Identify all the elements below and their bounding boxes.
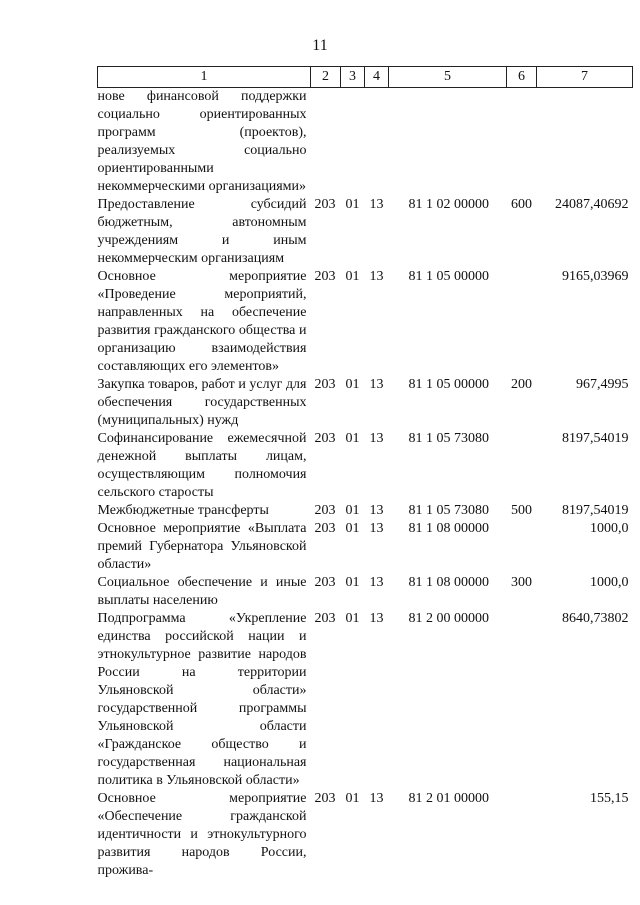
- header-cell-name: 1: [98, 67, 311, 88]
- row-target-article: 81 1 05 00000: [408, 269, 489, 284]
- row-amount: 8640,73802: [562, 611, 629, 626]
- table-header: [98, 67, 633, 88]
- row-admin-code: 203: [314, 269, 336, 284]
- budget-table: [97, 66, 633, 880]
- row-name: Софинансирование ежемесячной денежной выплаты лицам, осуществляющим полномочия сельского старосты: [97, 431, 307, 500]
- row-subsection-code: 13: [369, 791, 384, 806]
- table-row: [98, 268, 633, 376]
- row-section-code: 01: [345, 791, 360, 806]
- row-name: Подпрограмма «Укрепление единства российской нации и этнокультурное развитие народов России на территории Ульяновской области» государственной программы Ульяновской области «Гражданское общество и государственная национальная политика в Ульяновской области»: [97, 611, 307, 788]
- row-target-article: 81 1 02 00000: [408, 197, 489, 212]
- row-subsection-code: 13: [369, 503, 384, 518]
- row-section-code: 01: [345, 521, 360, 536]
- row-name: Межбюджетные трансферты: [97, 503, 269, 518]
- table-row: [98, 430, 633, 502]
- row-section-code: 01: [345, 269, 360, 284]
- header-cell-vr: 6: [507, 67, 537, 88]
- header-cell-csr: 5: [389, 67, 507, 88]
- row-subsection-code: 13: [369, 521, 384, 536]
- row-amount: 1000,0: [590, 575, 629, 590]
- row-expense-type: 300: [511, 575, 532, 590]
- row-expense-type: [507, 610, 537, 790]
- row-admin-code: 203: [314, 197, 336, 212]
- row-section-code: 01: [345, 431, 360, 446]
- table-row: [98, 88, 633, 197]
- row-admin-code: 203: [314, 377, 336, 392]
- row-target-article: 81 1 08 00000: [408, 521, 489, 536]
- table-row: [98, 502, 633, 520]
- table-row: [98, 790, 633, 880]
- header-cell-subsection: 4: [365, 67, 389, 88]
- row-admin-code: 203: [314, 611, 336, 626]
- row-amount: 8197,54019: [562, 431, 629, 446]
- row-admin-code: 203: [314, 431, 336, 446]
- row-expense-type: 200: [511, 377, 532, 392]
- row-section-code: 01: [345, 197, 360, 212]
- table-row: [98, 376, 633, 430]
- row-expense-type: 500: [511, 503, 532, 518]
- row-amount: 155,15: [590, 791, 629, 806]
- row-expense-type: [507, 790, 537, 880]
- row-target-article: [389, 88, 507, 197]
- row-name: Социальное обеспечение и иные выплаты населению: [97, 575, 307, 608]
- row-subsection-code: 13: [369, 611, 384, 626]
- row-target-article: 81 1 08 00000: [408, 575, 489, 590]
- row-expense-type: 600: [511, 197, 532, 212]
- row-expense-type: [507, 268, 537, 376]
- header-row: [98, 67, 633, 88]
- row-section-code: 01: [345, 377, 360, 392]
- row-subsection-code: 13: [369, 197, 384, 212]
- row-admin-code: 203: [314, 521, 336, 536]
- row-amount: [537, 88, 633, 197]
- row-name: Предоставление субсидий бюджетным, автономным учреждениям и иным некоммерческим организациям: [97, 197, 307, 266]
- row-expense-type: [507, 88, 537, 197]
- row-expense-type: [507, 430, 537, 502]
- row-name: Основное мероприятие «Выплата премий Губернатора Ульяновской области»: [97, 521, 307, 572]
- row-subsection-code: 13: [369, 431, 384, 446]
- row-subsection-code: [365, 88, 389, 197]
- row-target-article: 81 2 00 00000: [408, 611, 489, 626]
- page-number: 11: [312, 37, 328, 54]
- row-subsection-code: 13: [369, 269, 384, 284]
- table-row: [98, 520, 633, 574]
- row-admin-code: [311, 88, 341, 197]
- table-row: [98, 196, 633, 268]
- row-section-code: 01: [345, 575, 360, 590]
- row-name: Основное мероприятие «Обеспечение гражданской идентичности и этнокультурного развития народов России, прожива-: [97, 791, 307, 878]
- row-name: нове финансовой поддержки социально ориентированных программ (проектов), реализуемых социально ориентированными некоммерческими организациями»: [97, 89, 307, 194]
- row-subsection-code: 13: [369, 377, 384, 392]
- row-amount: 1000,0: [590, 521, 629, 536]
- row-target-article: 81 2 01 00000: [408, 791, 489, 806]
- row-section-code: 01: [345, 611, 360, 626]
- row-admin-code: 203: [314, 503, 336, 518]
- table-row: [98, 574, 633, 610]
- row-section-code: [341, 88, 365, 197]
- row-admin-code: 203: [314, 791, 336, 806]
- header-cell-section: 3: [341, 67, 365, 88]
- row-amount: 9165,03969: [562, 269, 629, 284]
- row-target-article: 81 1 05 00000: [408, 377, 489, 392]
- row-subsection-code: 13: [369, 575, 384, 590]
- row-name: Закупка товаров, работ и услуг для обеспечения государственных (муниципальных) нужд: [97, 377, 307, 428]
- row-expense-type: [507, 520, 537, 574]
- table-row: [98, 610, 633, 790]
- row-target-article: 81 1 05 73080: [408, 503, 489, 518]
- row-target-article: 81 1 05 73080: [408, 431, 489, 446]
- row-section-code: 01: [345, 503, 360, 518]
- header-cell-admin: 2: [311, 67, 341, 88]
- row-amount: 967,4995: [576, 377, 629, 392]
- row-admin-code: 203: [314, 575, 336, 590]
- table-body: [98, 88, 633, 881]
- header-cell-amount: 7: [537, 67, 633, 88]
- row-name: Основное мероприятие «Проведение мероприятий, направленных на обеспечение развития гражданского общества и организацию взаимодействия составляющих его элементов»: [97, 269, 307, 374]
- row-amount: 24087,40692: [555, 197, 629, 212]
- row-amount: 8197,54019: [562, 503, 629, 518]
